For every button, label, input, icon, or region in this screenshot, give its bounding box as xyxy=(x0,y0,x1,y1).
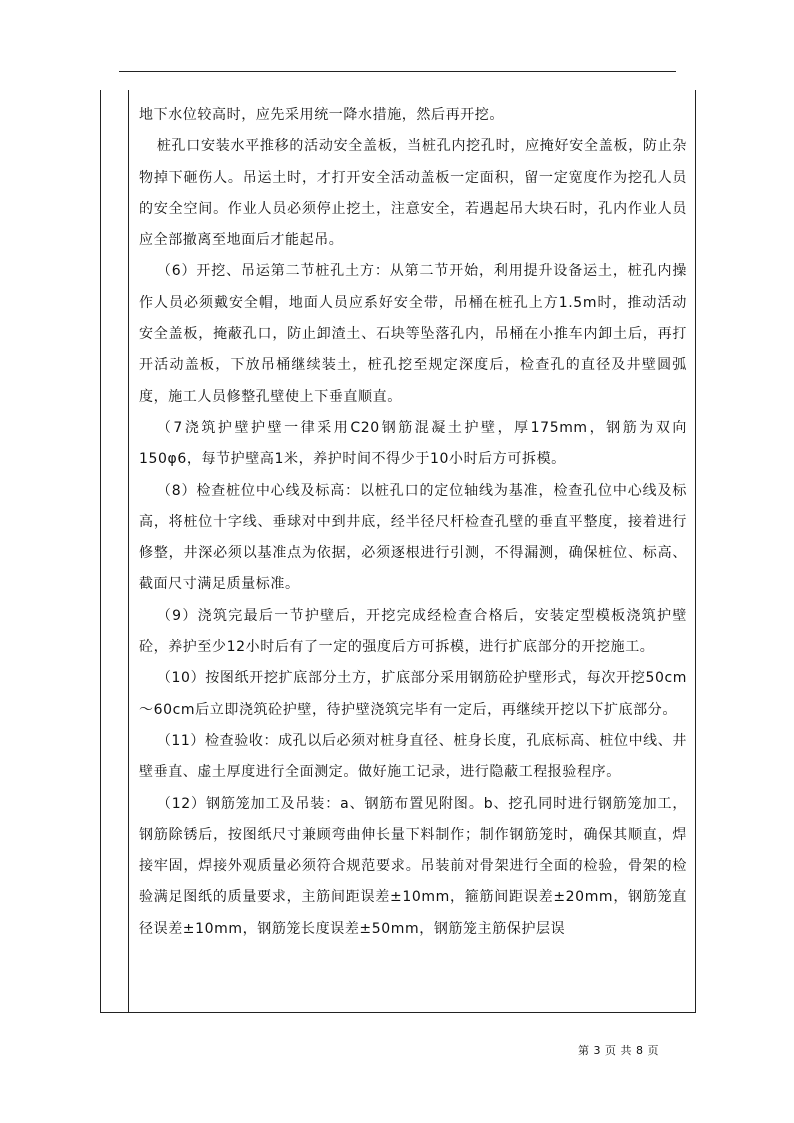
paragraph: （10）按图纸开挖扩底部分土方，扩底部分采用钢筋砼护壁形式，每次开挖50cm～60cm后立即浇筑砼护壁，待护壁浇筑完毕有一定后，再继续开挖以下扩底部分。 xyxy=(139,670,687,718)
paragraph: （11）检查验收：成孔以后必须对桩身直径、桩身长度，孔底标高、桩位中线、井壁垂直、虚土厚度进行全面测定。做好施工记录，进行隐蔽工程报验程序。 xyxy=(139,732,687,781)
paragraph: （12）钢筋笼加工及吊装：a、钢筋布置见附图。b、挖孔同时进行钢筋笼加工，钢筋除锈后，按图纸尺寸兼顾弯曲伸长量下料制作；制作钢筋笼时，确保其顺直，焊接牢固，焊接外观质量必须符合规范要求。吊装前对骨架进行全面的检验，骨架的检验满足图纸的质量要求，主筋间距误差±10mm，箍筋间距误差±20mm，钢筋笼直径误差±10mm，钢筋笼长度误差±50mm，钢筋笼主筋保护层误 xyxy=(139,795,687,937)
paragraph: 桩孔口安装水平推移的活动安全盖板，当桩孔内挖孔时，应掩好安全盖板，防止杂物掉下砸伤人。吊运土时，才打开安全活动盖板一定面积，留一定宽度作为挖孔人员的安全空间。作业人员必须停止挖土，注意安全，若遇起吊大块石时，孔内作业人员应全部撤离至地面后才能起吊。 xyxy=(139,138,687,249)
paragraph: （8）检查桩位中心线及标高：以桩孔口的定位轴线为基准，检查孔位中心线及标高，将桩位十字线、垂球对中到井底，经半径尺杆检查孔壁的垂直平整度，接着进行修整，井深必须以基准点为依据，必须逐根进行引测，不得漏测，确保桩位、标高、截面尺寸满足质量标准。 xyxy=(139,482,687,593)
page-number: 第 3 页 共 8 页 xyxy=(578,1044,659,1057)
paragraph: 地下水位较高时，应先采用统一降水措施，然后再开挖。 xyxy=(139,107,504,123)
header-rule xyxy=(119,71,676,72)
paragraph: （9）浇筑完最后一节护壁后，开挖完成经检查合格后，安装定型模板浇筑护壁砼，养护至少12小时后有了一定的强度后方可拆模，进行扩底部分的开挖施工。 xyxy=(139,607,687,656)
paragraph: （7浇筑护壁护壁一律采用C20钢筋混凝土护壁，厚175mm，钢筋为双向150φ6，每节护壁高1米，养护时间不得少于10小时后方可拆模。 xyxy=(139,419,687,468)
body-text xyxy=(139,100,687,945)
paragraph: （6）开挖、吊运第二节桩孔土方：从第二节开始，利用提升设备运土，桩孔内操作人员必须戴安全帽，地面人员应系好安全带，吊桶在桩孔上方1.5m时，推动活动安全盖板，掩蔽孔口，防止卸渣土、石块等坠落孔内，吊桶在小推车内卸土后，再打开活动盖板，下放吊桶继续装土，桩孔挖至规定深度后，检查孔的直径及井壁圆弧度，施工人员修整孔壁使上下垂直顺直。 xyxy=(139,263,687,405)
column-divider xyxy=(128,90,129,1013)
